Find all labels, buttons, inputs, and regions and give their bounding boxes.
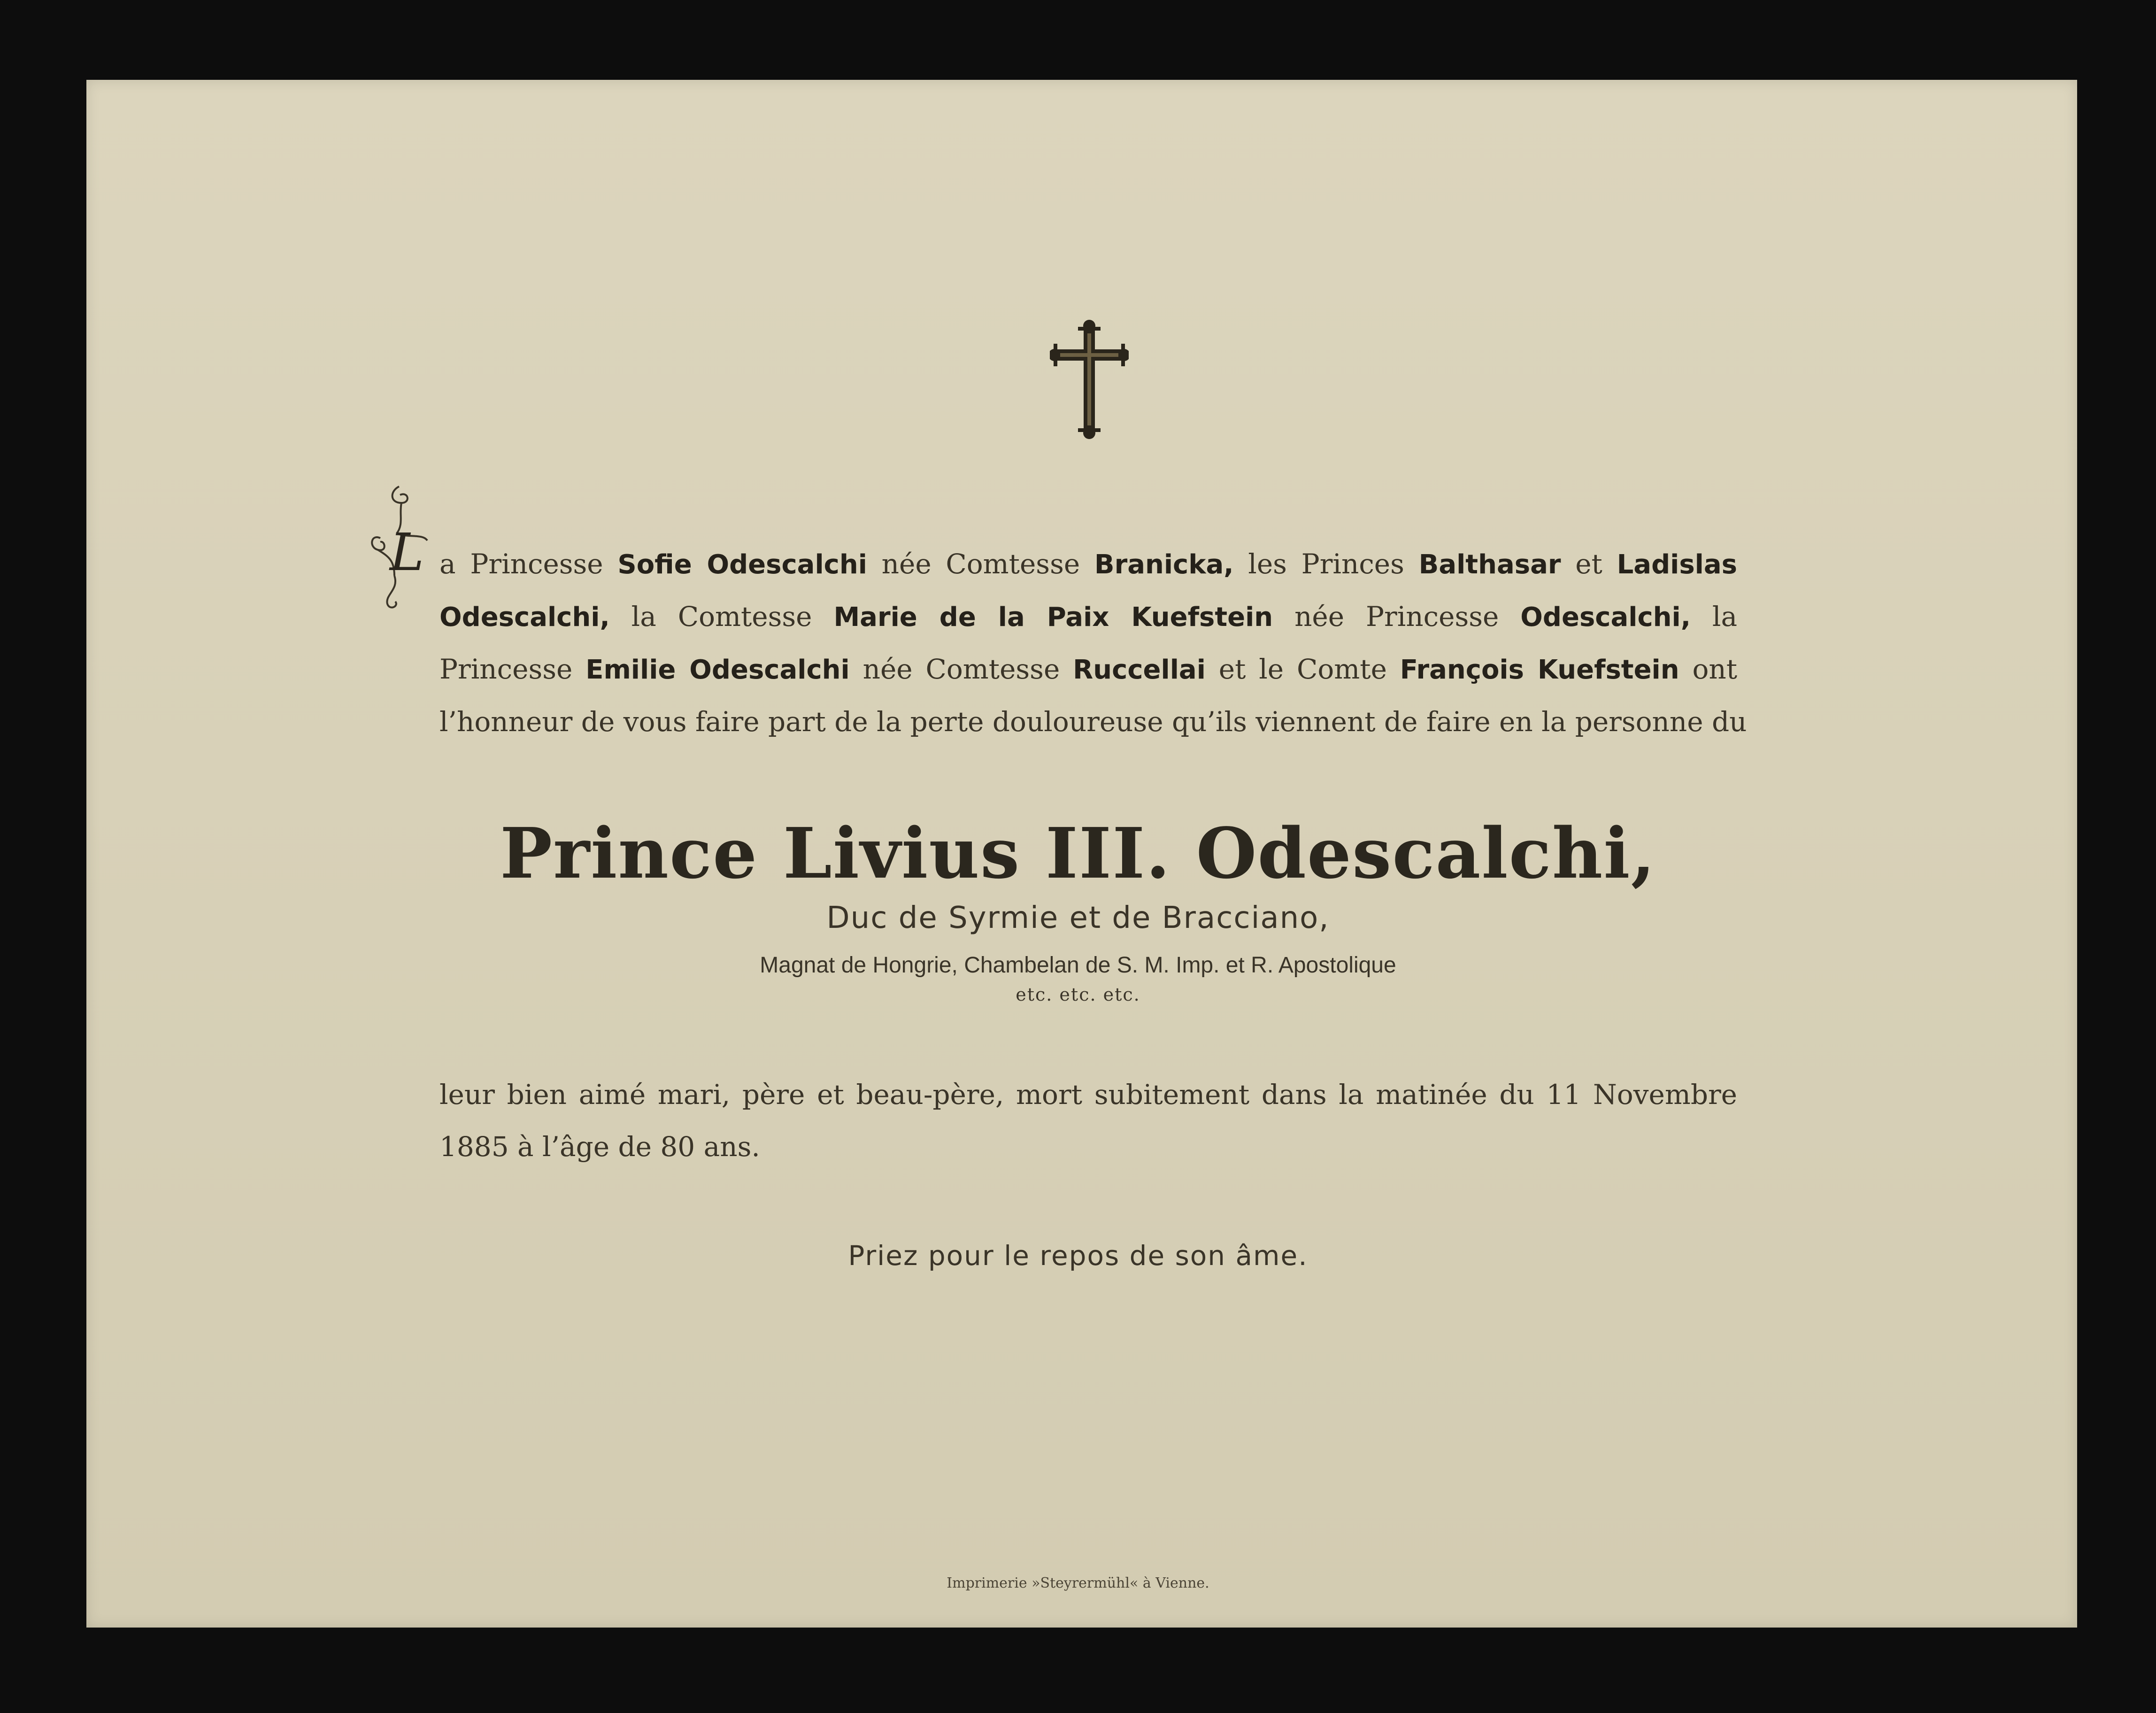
paragraph-line: leur bien aimé mari, père et beau-père, mort subitement dans la matinée du 11 Novembre xyxy=(439,1079,1737,1111)
paragraph-line: l’honneur de vous faire part de la perte douloureuse qu’ils viennent de faire en la personne du xyxy=(439,706,1747,738)
deceased-title-offices: Magnat de Hongrie, Chambelan de S. M. Imp. et R. Apostolique xyxy=(760,953,1396,978)
deceased-title-duke: Duc de Syrmie et de Bracciano, xyxy=(826,901,1330,935)
printer-imprint: Imprimerie »Steyrermühl« à Vienne. xyxy=(947,1575,1209,1591)
paragraph-line: Odescalchi, la Comtesse Marie de la Paix Kuefstein née Princesse Odescalchi, la xyxy=(439,601,1738,633)
paragraph-line: a Princesse Sofie Odescalchi née Comtesse Branicka, les Princes Balthasar et Ladislas xyxy=(439,548,1737,580)
deceased-title-etc: etc. etc. etc. xyxy=(1016,984,1140,1005)
deceased-name: Prince Livius III. Odescalchi, xyxy=(500,812,1656,894)
paragraph-line: Princesse Emilie Odescalchi née Comtesse Ruccellai et le Comte François Kuefstein ont xyxy=(439,653,1738,685)
paragraph-line: 1885 à l’âge de 80 ans. xyxy=(439,1131,760,1163)
prayer-line: Priez pour le repos de son âme. xyxy=(848,1240,1308,1272)
announcement-paragraph xyxy=(439,538,1747,748)
drop-cap-letter: L xyxy=(390,522,424,582)
cross-icon xyxy=(1050,319,1129,440)
death-details-paragraph xyxy=(439,1069,1737,1173)
